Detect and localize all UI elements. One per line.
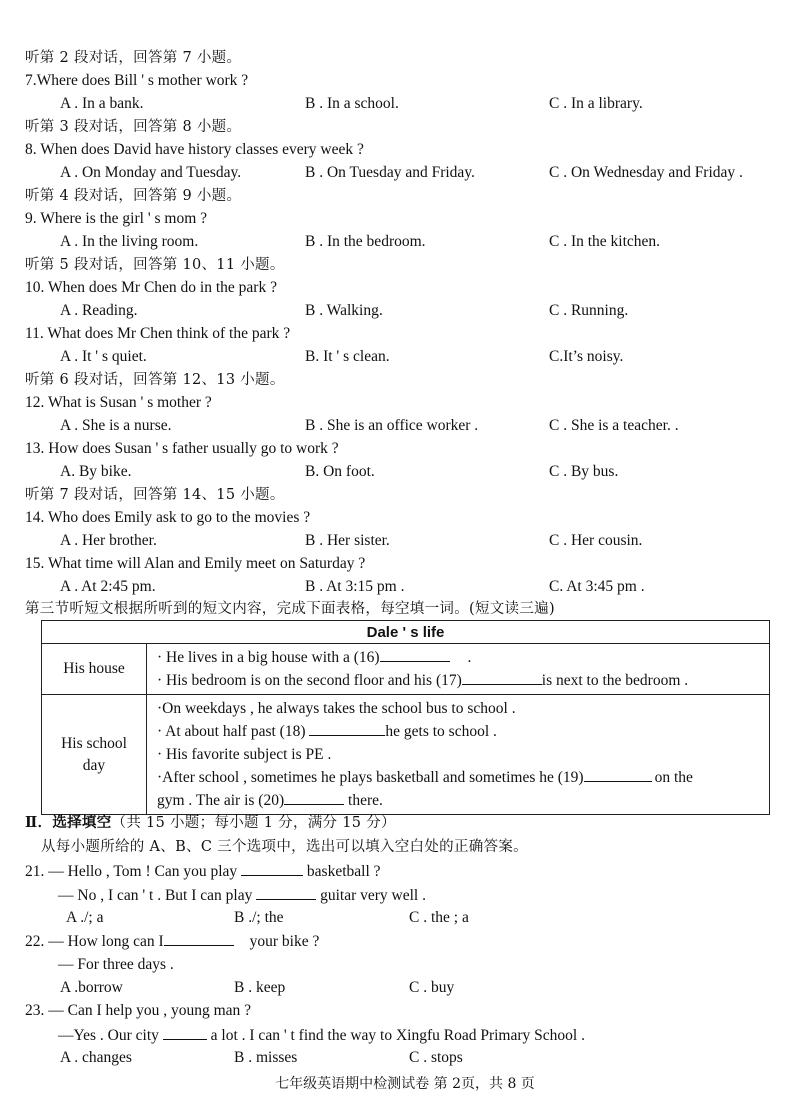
part-2-instruction: 从每小题所给的 A、B、C 三个选项中，选出可以填入空白处的正确答案。 <box>41 839 528 855</box>
blank-17-end: is next to the bedroom . <box>541 672 689 689</box>
question-22-option-c: C . buy <box>409 979 455 996</box>
question-7-option-b: B . In a school. <box>305 95 399 112</box>
question-15-stem: 15. What time will Alan and Emily meet on Saturday ? <box>25 555 366 572</box>
school-day-details <box>147 695 770 815</box>
question-14-stem: 14. Who does Emily ask to go to the movies ? <box>25 509 311 526</box>
q22-l1-end: your bike ? <box>249 933 320 950</box>
blank-17-text: · His bedroom is on the second floor and his (17) <box>157 672 462 689</box>
q23-l2-text: —Yes . Our city <box>58 1027 163 1044</box>
q21-l1-text: 21. — Hello , Tom ! Can you play <box>25 863 242 880</box>
question-11-option-c: C.It’s noisy. <box>549 348 624 365</box>
question-13-stem: 13. How does Susan ' s father usually go to work ? <box>25 440 339 457</box>
dialogue-2-intro: 听第 2 段对话，回答第 7 小题。 <box>25 50 242 66</box>
question-21-option-a: A ./; a <box>66 909 104 926</box>
part-2-heading: Ⅱ．选择填空 <box>25 814 112 831</box>
page-footer: 七年级英语期中检测试卷 第 2页，共 8 页 <box>275 1076 535 1092</box>
blank-19-line <box>157 766 769 789</box>
question-9-option-a: A . In the living room. <box>60 233 199 250</box>
row-label-school-day-line2: day <box>82 756 106 774</box>
question-23-option-a: A . changes <box>60 1049 132 1066</box>
dialogue-4-intro: 听第 4 段对话，回答第 9 小题。 <box>25 188 242 204</box>
question-10-stem: 10. When does Mr Chen do in the park ? <box>25 279 277 296</box>
blank-16-end: . <box>463 649 472 666</box>
question-10-option-a: A . Reading. <box>60 302 138 319</box>
blank-20[interactable] <box>284 790 344 805</box>
question-12-stem: 12. What is Susan ' s mother ? <box>25 394 212 411</box>
dale-life-table <box>41 620 770 815</box>
blank-21-b[interactable] <box>256 885 316 900</box>
question-7-option-a: A . In a bank. <box>60 95 144 112</box>
question-13-option-b: B. On foot. <box>305 463 375 480</box>
blank-17[interactable] <box>462 670 542 685</box>
blank-16[interactable] <box>380 647 450 662</box>
blank-20-end: there. <box>344 792 383 809</box>
question-22-line-2: — For three days . <box>58 956 174 973</box>
blank-19-end: on the <box>654 769 693 786</box>
question-21-option-b: B ./; the <box>234 909 284 926</box>
question-22-option-b: B . keep <box>234 979 286 996</box>
blank-18-end: he gets to school . <box>385 723 497 740</box>
question-21-option-c: C . the ; a <box>409 909 469 926</box>
question-15-option-b: B . At 3:15 pm . <box>305 578 405 595</box>
question-15-option-a: A . At 2:45 pm. <box>60 578 156 595</box>
question-22-option-a: A .borrow <box>60 979 123 996</box>
q21-l2-text: — No , I can ' t . But I can play <box>58 887 257 904</box>
blank-19-text: ·After school , sometimes he plays basketball and sometimes he (19) <box>157 769 584 786</box>
q21-l1-end: basketball ? <box>303 863 381 880</box>
weekday-line: ·On weekdays , he always takes the school bus to school . <box>157 700 516 717</box>
question-8-stem: 8. When does David have history classes every week ? <box>25 141 364 158</box>
q23-l2-end: a lot . I can ' t find the way to Xingfu Road Primary School . <box>206 1027 585 1044</box>
blank-19[interactable] <box>584 767 652 782</box>
question-23-option-c: C . stops <box>409 1049 463 1066</box>
blank-18-text: · At about half past (18) <box>157 723 310 740</box>
row-label-house: His house <box>42 644 147 695</box>
question-23-line-2 <box>58 1025 585 1046</box>
question-8-option-b: B . On Tuesday and Friday. <box>305 164 475 181</box>
dialogue-7-intro: 听第 7 段对话，回答第 14、15 小题。 <box>25 487 285 503</box>
question-8-option-a: A . On Monday and Tuesday. <box>60 164 242 181</box>
blank-16-line <box>157 646 769 669</box>
blank-21-a[interactable] <box>241 861 303 876</box>
q21-l2-end: guitar very well . <box>316 887 426 904</box>
question-9-option-c: C . In the kitchen. <box>549 233 661 250</box>
question-10-option-c: C . Running. <box>549 302 629 319</box>
dialogue-5-intro: 听第 5 段对话，回答第 10、11 小题。 <box>25 257 285 273</box>
favorite-subject-line: · His favorite subject is PE . <box>157 746 332 763</box>
q22-l1-text: 22. — How long can I <box>25 933 164 950</box>
question-21-line-2 <box>58 885 426 906</box>
dialogue-6-intro: 听第 6 段对话，回答第 12、13 小题。 <box>25 372 285 388</box>
question-11-stem: 11. What does Mr Chen think of the park ? <box>25 325 291 342</box>
question-9-stem: 9. Where is the girl ' s mom ? <box>25 210 208 227</box>
question-13-option-a: A. By bike. <box>60 463 132 480</box>
question-12-option-c: C . She is a teacher. . <box>549 417 679 434</box>
question-13-option-c: C . By bus. <box>549 463 619 480</box>
question-23-option-b: B . misses <box>234 1049 298 1066</box>
question-12-option-a: A . She is a nurse. <box>60 417 172 434</box>
table-title: Dale ' s life <box>42 621 770 644</box>
blank-20-text: gym . The air is (20) <box>157 792 285 809</box>
house-details <box>147 644 770 695</box>
question-12-option-b: B . She is an office worker . <box>305 417 479 434</box>
question-14-option-b: B . Her sister. <box>305 532 390 549</box>
blank-22[interactable] <box>164 931 234 946</box>
question-11-option-a: A . It ' s quiet. <box>60 348 147 365</box>
question-23-line-1: 23. — Can I help you , young man ? <box>25 1002 252 1019</box>
question-9-option-b: B . In the bedroom. <box>305 233 426 250</box>
blank-23[interactable] <box>163 1025 207 1040</box>
question-7-stem: 7.Where does Bill ' s mother work ? <box>25 72 249 89</box>
blank-16-text: · He lives in a big house with a (16) <box>157 649 380 666</box>
blank-18[interactable] <box>309 721 385 736</box>
row-label-school-day <box>42 695 147 815</box>
question-14-option-a: A . Her brother. <box>60 532 157 549</box>
part-2-heading-line <box>25 813 396 833</box>
question-14-option-c: C . Her cousin. <box>549 532 643 549</box>
question-11-option-b: B. It ' s clean. <box>305 348 390 365</box>
part-2-heading-note: （共 15 小题；每小题 1 分，满分 15 分） <box>111 815 396 831</box>
question-21-line-1 <box>25 861 381 882</box>
row-label-school-day-line1: His school <box>61 734 127 752</box>
question-7-option-c: C . In a library. <box>549 95 643 112</box>
question-10-option-b: B . Walking. <box>305 302 383 319</box>
question-22-line-1 <box>25 931 319 952</box>
blank-18-line <box>157 720 769 743</box>
section-3-instruction: 第三节听短文根据所听到的短文内容，完成下面表格，每空填一词。(短文读三遍) <box>25 601 555 617</box>
blank-20-line <box>157 789 769 812</box>
question-8-option-c: C . On Wednesday and Friday . <box>549 164 743 181</box>
blank-17-line <box>157 669 769 692</box>
dialogue-3-intro: 听第 3 段对话，回答第 8 小题。 <box>25 119 242 135</box>
question-15-option-c: C. At 3:45 pm . <box>549 578 645 595</box>
